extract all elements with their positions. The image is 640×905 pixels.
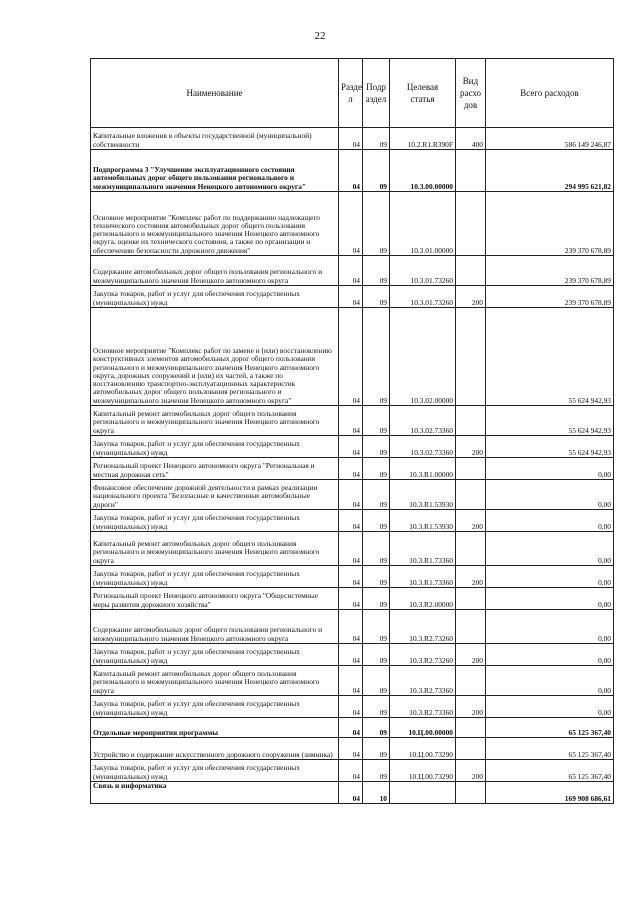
row-name: Связь и информатика: [91, 782, 339, 804]
row-total: 55 624 942,93: [486, 308, 614, 406]
row-kind: [456, 458, 486, 480]
row-section: 04: [339, 666, 363, 696]
row-name: Содержание автомобильных дорог общего пользования регионального и межмуниципального значения Ненецкого автономного округа: [91, 610, 339, 644]
row-name: Закупка товаров, работ и услуг для обеспечения государственных (муниципальных) нужд: [91, 696, 339, 718]
table-body: [91, 128, 614, 804]
row-total: 0,00: [486, 566, 614, 588]
row-subsection: 09: [363, 644, 390, 666]
row-subsection: 09: [363, 406, 390, 436]
row-subsection: 09: [363, 192, 390, 256]
row-kind: 200: [456, 566, 486, 588]
table-row: [91, 128, 614, 150]
row-total: 0,00: [486, 644, 614, 666]
row-subsection: 09: [363, 436, 390, 458]
row-kind: 200: [456, 286, 486, 308]
row-subsection: 09: [363, 150, 390, 192]
row-subsection: 09: [363, 666, 390, 696]
table-header: [91, 59, 614, 128]
row-article: 10.3.R1.53930: [390, 510, 456, 532]
row-subsection: 09: [363, 458, 390, 480]
row-article: 10.3.02.73360: [390, 406, 456, 436]
header-section: Разде л: [339, 59, 363, 128]
table-row: [91, 644, 614, 666]
row-total: 0,00: [486, 588, 614, 610]
row-name: Устройство и содержание искусственного дорожного сооружения (зимника): [91, 738, 339, 760]
row-article: 10.3.02.73360: [390, 436, 456, 458]
row-section: 04: [339, 480, 363, 510]
row-subsection: 09: [363, 480, 390, 510]
header-total: Всего расходов: [486, 59, 614, 128]
row-kind: 400: [456, 128, 486, 150]
row-kind: [456, 588, 486, 610]
row-article: 10.3.R1.73360: [390, 532, 456, 566]
row-name: Закупка товаров, работ и услуг для обеспечения государственных (муниципальных) нужд: [91, 510, 339, 532]
budget-table: [90, 58, 614, 804]
row-article: 10.Ц.00.73290: [390, 738, 456, 760]
row-kind: [456, 666, 486, 696]
row-kind: [456, 738, 486, 760]
row-subsection: 09: [363, 696, 390, 718]
row-total: 0,00: [486, 532, 614, 566]
header-name: Наименование: [91, 59, 339, 128]
row-section: 04: [339, 510, 363, 532]
row-section: 04: [339, 128, 363, 150]
row-name: Закупка товаров, работ и услуг для обеспечения государственных (муниципальных) нужд: [91, 566, 339, 588]
row-kind: [456, 150, 486, 192]
row-name: Содержание автомобильных дорог общего пользования регионального и межмуниципального значения Ненецкого автономного округа: [91, 256, 339, 286]
row-kind: 200: [456, 644, 486, 666]
header-kind: Вид расхо дов: [456, 59, 486, 128]
row-article: 10.3.R2.73360: [390, 666, 456, 696]
row-name: Закупка товаров, работ и услуг для обеспечения государственных (муниципальных) нужд: [91, 644, 339, 666]
row-article: [390, 782, 456, 804]
row-kind: 200: [456, 436, 486, 458]
row-subsection: 09: [363, 256, 390, 286]
row-total: 55 624 942,93: [486, 406, 614, 436]
row-section: 04: [339, 738, 363, 760]
row-subsection: 09: [363, 610, 390, 644]
row-name: Капитальные вложения в объекты государственной (муниципальной) собственности: [91, 128, 339, 150]
row-section: 04: [339, 588, 363, 610]
table-row: [91, 588, 614, 610]
row-kind: [456, 782, 486, 804]
row-name: Региональный проект Ненецкого автономного округа "Региональная и местная дорожная сеть": [91, 458, 339, 480]
table-row: [91, 406, 614, 436]
row-name: Основное мероприятие "Комплекс работ по замене и (или) восстановлению конструктивных элементов автомобильных дорог общего пользования регионального и межмуниципального значения Ненецкого автономного округа, дорожных сооружений и (или) их частей, а также по восстановлению транспортно-эксплуатационных характеристик автомобильных дорог общего пользования регионального и межмуниципального значения Ненецкого автономного округа": [91, 308, 339, 406]
row-total: 65 125 367,40: [486, 718, 614, 738]
table-row: [91, 286, 614, 308]
row-kind: [456, 406, 486, 436]
row-section: 04: [339, 718, 363, 738]
row-article: 10.3.01.73260: [390, 286, 456, 308]
table-row: [91, 566, 614, 588]
row-subsection: 09: [363, 532, 390, 566]
table-row: [91, 308, 614, 406]
row-section: 04: [339, 458, 363, 480]
table-row: [91, 480, 614, 510]
row-subsection: 09: [363, 718, 390, 738]
row-article: 10.3.R2.73360: [390, 696, 456, 718]
row-section: 04: [339, 696, 363, 718]
row-name: Закупка товаров, работ и услуг для обеспечения государственных (муниципальных) нужд: [91, 436, 339, 458]
row-total: 0,00: [486, 696, 614, 718]
row-article: 10.3.01.00000: [390, 192, 456, 256]
row-section: 04: [339, 406, 363, 436]
row-article: 10.3.02.00000: [390, 308, 456, 406]
row-section: 04: [339, 286, 363, 308]
table-row: [91, 256, 614, 286]
row-section: 04: [339, 782, 363, 804]
row-name: Капитальный ремонт автомобильных дорог общего пользования регионального и межмуниципального значения Ненецкого автономного округа: [91, 666, 339, 696]
row-total: 0,00: [486, 610, 614, 644]
row-total: 0,00: [486, 480, 614, 510]
row-total: 0,00: [486, 666, 614, 696]
row-total: 586 149 246,87: [486, 128, 614, 150]
row-article: 10.3.R1.53930: [390, 480, 456, 510]
table-row: [91, 760, 614, 782]
row-name: Закупка товаров, работ и услуг для обеспечения государственных (муниципальных) нужд: [91, 286, 339, 308]
row-article: 10.Ц.00.73290: [390, 760, 456, 782]
row-section: 04: [339, 308, 363, 406]
row-section: 04: [339, 566, 363, 588]
table-row: [91, 696, 614, 718]
row-kind: [456, 480, 486, 510]
row-article: 10.3.R2.00000: [390, 588, 456, 610]
row-name: Капитальный ремонт автомобильных дорог общего пользования регионального и межмуниципального значения Ненецкого автономного округа: [91, 406, 339, 436]
row-kind: 200: [456, 510, 486, 532]
row-subsection: 09: [363, 566, 390, 588]
header-subsection: Подр аздел: [363, 59, 390, 128]
row-kind: [456, 532, 486, 566]
row-section: 04: [339, 644, 363, 666]
row-name: Закупка товаров, работ и услуг для обеспечения государственных (муниципальных) нужд: [91, 760, 339, 782]
row-name: Отдельные мероприятия программы: [91, 718, 339, 738]
row-name: Финансовое обеспечение дорожной деятельности в рамках реализации национального проекта "Безопасные и качественные автомобильные дороги": [91, 480, 339, 510]
row-section: 04: [339, 610, 363, 644]
row-kind: [456, 308, 486, 406]
table-row: [91, 510, 614, 532]
page-number: 22: [314, 30, 326, 42]
row-total: 65 125 367,40: [486, 738, 614, 760]
table-row: [91, 666, 614, 696]
row-section: 04: [339, 532, 363, 566]
row-article: 10.3.00.00000: [390, 150, 456, 192]
row-article: 10.3.R2.73260: [390, 610, 456, 644]
table-row: [91, 150, 614, 192]
row-total: 239 370 678,89: [486, 192, 614, 256]
table-row: [91, 532, 614, 566]
row-total: 0,00: [486, 510, 614, 532]
row-subsection: 09: [363, 308, 390, 406]
row-subsection: 09: [363, 760, 390, 782]
row-total: 65 125 367,40: [486, 760, 614, 782]
table-row: [91, 436, 614, 458]
table-row: [91, 782, 614, 804]
row-kind: 200: [456, 760, 486, 782]
table-row: [91, 192, 614, 256]
row-article: 10.3.01.73260: [390, 256, 456, 286]
row-article: 10.3.R1.00000: [390, 458, 456, 480]
row-total: 55 624 942,93: [486, 436, 614, 458]
row-name: Капитальный ремонт автомобильных дорог общего пользования регионального и межмуниципального значения Ненецкого автономного округа: [91, 532, 339, 566]
header-article: Целевая статья: [390, 59, 456, 128]
row-subsection: 09: [363, 128, 390, 150]
row-total: 169 908 686,61: [486, 782, 614, 804]
row-section: 04: [339, 256, 363, 286]
row-name: Основное мероприятие "Комплекс работ по поддержанию надлежащего технического состояния автомобильных дорог общего пользования регионального и межмуниципального значения Ненецкого автономного округа, оценке их технического состояния, а также по организации и обеспечению безопасности дорожного движения": [91, 192, 339, 256]
row-kind: [456, 192, 486, 256]
row-section: 04: [339, 192, 363, 256]
row-kind: 200: [456, 696, 486, 718]
row-article: 10.2.R1.R390F: [390, 128, 456, 150]
row-name: Региональный проект Ненецкого автономного округа "Общесистемные меры развития дорожного хозяйства": [91, 588, 339, 610]
row-article: 10.3.R2.73260: [390, 644, 456, 666]
row-section: 04: [339, 436, 363, 458]
row-kind: [456, 610, 486, 644]
table-row: [91, 738, 614, 760]
row-total: 239 370 678,89: [486, 256, 614, 286]
row-kind: [456, 718, 486, 738]
table-row: [91, 610, 614, 644]
table-row: [91, 718, 614, 738]
row-subsection: 09: [363, 286, 390, 308]
row-total: 0,00: [486, 458, 614, 480]
row-article: 10.3.R1.73360: [390, 566, 456, 588]
row-section: 04: [339, 150, 363, 192]
row-name: Подпрограмма 3 "Улучшение эксплуатационного состояния автомобильных дорог общего пользования регионального и межмуниципального значения Ненецкого автономного округа": [91, 150, 339, 192]
table-row: [91, 458, 614, 480]
row-total: 294 995 621,82: [486, 150, 614, 192]
row-subsection: 09: [363, 510, 390, 532]
row-subsection: 09: [363, 588, 390, 610]
row-subsection: 10: [363, 782, 390, 804]
row-total: 239 370 678,89: [486, 286, 614, 308]
row-section: 04: [339, 760, 363, 782]
row-kind: [456, 256, 486, 286]
row-article: 10.Ц.00.00000: [390, 718, 456, 738]
row-subsection: 09: [363, 738, 390, 760]
